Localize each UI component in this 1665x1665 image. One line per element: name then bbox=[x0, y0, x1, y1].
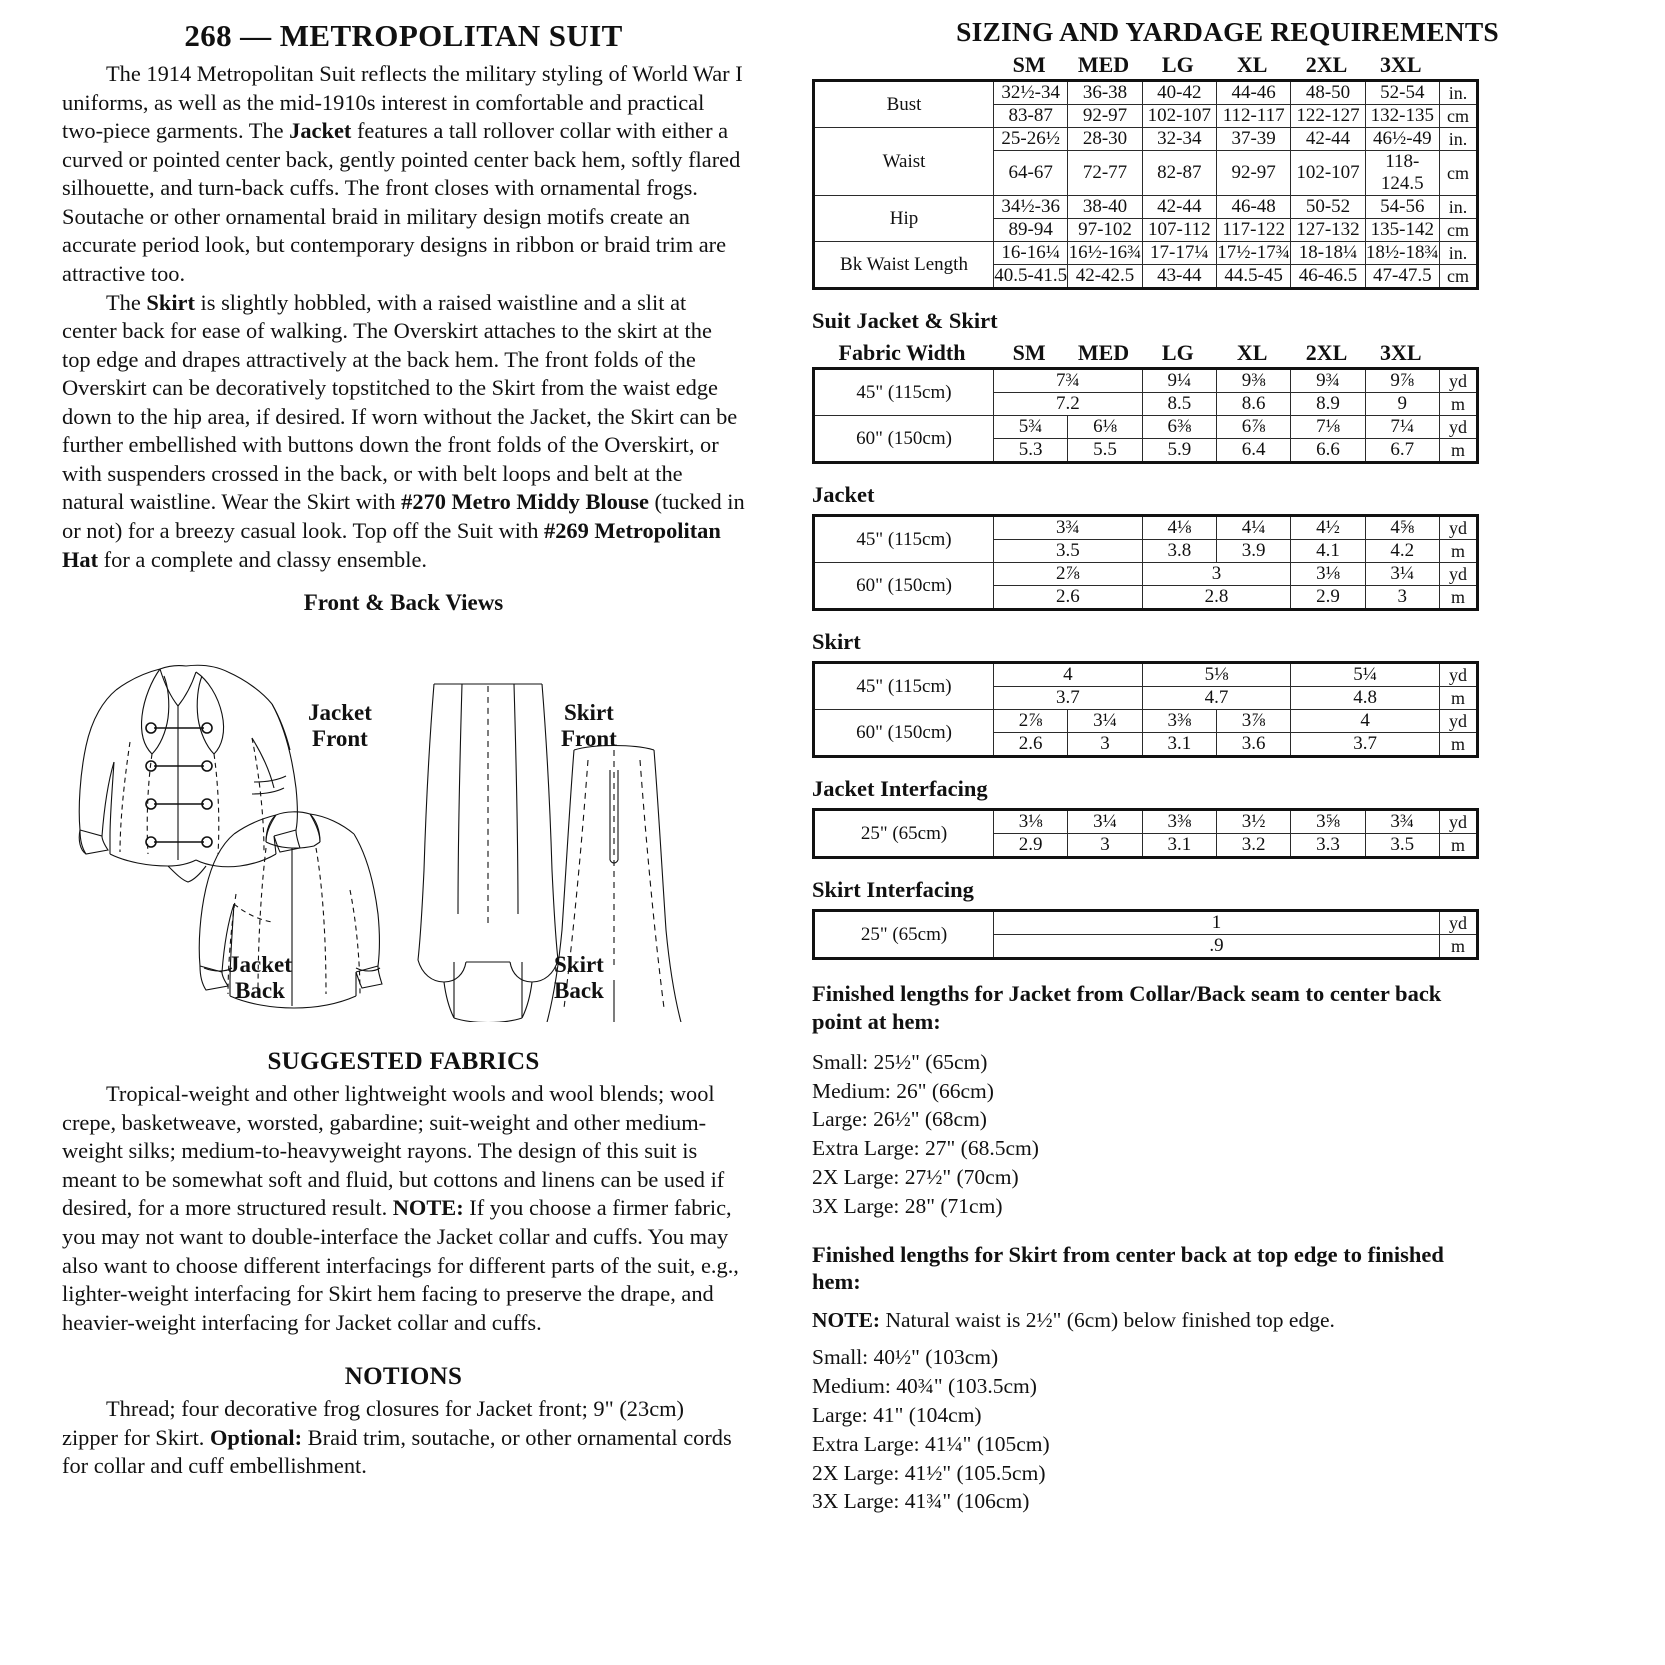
unit-m: m bbox=[1439, 586, 1477, 610]
emphasis: NOTE: bbox=[392, 1195, 464, 1221]
yardage-m: 3.8 bbox=[1142, 540, 1216, 563]
unit-yd: yd bbox=[1439, 563, 1477, 586]
measure-cm: 97-102 bbox=[1068, 219, 1142, 242]
unit-yd: yd bbox=[1439, 810, 1477, 834]
skirt-length-item: 3X Large: 41¾" (106cm) bbox=[812, 1489, 1030, 1514]
measure-cm: 83-87 bbox=[994, 105, 1068, 128]
measure-in: 36-38 bbox=[1068, 81, 1142, 105]
unit-yd: yd bbox=[1439, 710, 1477, 733]
unit-yd: yd bbox=[1439, 911, 1477, 935]
yardage-m: 3.5 bbox=[994, 540, 1143, 563]
measurement-label: Hip bbox=[814, 196, 994, 242]
measure-in: 42-44 bbox=[1291, 128, 1365, 151]
yardage-m: 3.1 bbox=[1142, 834, 1216, 858]
measure-cm: 43-44 bbox=[1142, 265, 1216, 289]
measure-cm: 82-87 bbox=[1142, 151, 1216, 196]
measurement-label: Bust bbox=[814, 81, 994, 128]
skirt-length-item: 2X Large: 41½" (105.5cm) bbox=[812, 1460, 1046, 1485]
sizing-yardage-title: SIZING AND YARDAGE REQUIREMENTS bbox=[956, 16, 1499, 47]
emphasis: Skirt bbox=[146, 289, 195, 315]
fabric-width-label: 60" (150cm) bbox=[814, 710, 994, 757]
yardage-m: 3 bbox=[1068, 834, 1142, 858]
yardage-yd: 7¾ bbox=[994, 369, 1143, 393]
measure-in: 46½-49 bbox=[1365, 128, 1439, 151]
yardage-yd: 4⅝ bbox=[1365, 516, 1439, 540]
measure-in: 38-40 bbox=[1068, 196, 1142, 219]
yardage-yd: 3⅜ bbox=[1142, 810, 1216, 834]
yardage-yd: 3¼ bbox=[1068, 810, 1142, 834]
yardage-m: 3.3 bbox=[1291, 834, 1365, 858]
fabric-width-label: 25" (65cm) bbox=[814, 911, 994, 959]
measurement-label: Waist bbox=[814, 128, 994, 196]
yardage-m: 7.2 bbox=[994, 393, 1143, 416]
yardage-yd: 3⅛ bbox=[1291, 563, 1365, 586]
label-jacket-front: Jacket Front bbox=[308, 700, 372, 751]
jacket-yardage-heading: Jacket bbox=[812, 482, 875, 507]
yardage-m: 3 bbox=[1365, 586, 1439, 610]
yardage-m: 3.7 bbox=[1291, 733, 1440, 757]
left-column bbox=[0, 0, 800, 1665]
yardage-m: 2.6 bbox=[994, 733, 1068, 757]
yardage-m: 2.9 bbox=[1291, 586, 1365, 610]
measure-in: 32½-34 bbox=[994, 81, 1068, 105]
suggested-fabrics-text: Tropical-weight and other lightweight wools and wool blends; wool crepe, basketweave, worsted, gabardine; suit-weight and other medium-weight silks; medium-to-heavyweight rayons. The design of this suit is meant to be somewhat soft and fluid, but cottons and linens can be used if desired, for a more structured result. NOTE: If you choose a firmer fabric, you may not want to double-interface the Jacket collar and cuffs. You may also want to choose different interfacings for different parts of the suit, e.g., lighter-weight interfacing for Skirt hem facing to preserve the drape, and heavier-weight interfacing for Jacket collar and cuffs. bbox=[62, 1081, 739, 1335]
skirt-front-drawing bbox=[418, 684, 558, 1022]
sizing-column-headers bbox=[812, 52, 1476, 78]
header-size-sm: SM bbox=[1012, 52, 1046, 77]
front-back-views-heading: Front & Back Views bbox=[303, 590, 504, 616]
measure-cm: 107-112 bbox=[1142, 219, 1216, 242]
yardage-yd: 2⅞ bbox=[994, 563, 1143, 586]
unit-m: m bbox=[1439, 687, 1477, 710]
measure-cm: 117-122 bbox=[1216, 219, 1290, 242]
yardage-m: 2.6 bbox=[994, 586, 1143, 610]
table-row bbox=[814, 242, 1478, 265]
notions-heading: NOTIONS bbox=[344, 1363, 463, 1391]
table-row bbox=[814, 81, 1478, 105]
jacket-interfacing-table bbox=[812, 808, 1479, 859]
suit-jacket-skirt-heading: Suit Jacket & Skirt bbox=[812, 308, 998, 333]
fabric-width-label: 45" (115cm) bbox=[814, 663, 994, 710]
yardage-m: 2.8 bbox=[1142, 586, 1291, 610]
measure-in: 16-16¼ bbox=[994, 242, 1068, 265]
label-jacket-back: Jacket Back bbox=[228, 952, 292, 1003]
jacket-length-item: Extra Large: 27" (68.5cm) bbox=[812, 1136, 1039, 1161]
yardage-yd: 4⅛ bbox=[1142, 516, 1216, 540]
table-row bbox=[814, 369, 1478, 393]
table-row bbox=[814, 810, 1478, 834]
table-row bbox=[814, 911, 1478, 935]
fabric-width-label: 25" (65cm) bbox=[814, 810, 994, 858]
measure-in: 25-26½ bbox=[994, 128, 1068, 151]
skirt-length-item: Medium: 40¾" (103.5cm) bbox=[812, 1374, 1037, 1399]
jacket-front-drawing bbox=[79, 665, 300, 882]
yardage-yd: 4½ bbox=[1291, 516, 1365, 540]
header-size-2xl: 2XL bbox=[1305, 52, 1348, 77]
header-size-med: MED bbox=[1077, 52, 1130, 77]
sizing-table bbox=[812, 79, 1479, 290]
yardage-yd: 3¼ bbox=[1365, 563, 1439, 586]
technical-line-drawings bbox=[56, 622, 756, 1022]
measure-in: 44-46 bbox=[1216, 81, 1290, 105]
measure-cm: 40.5-41.5 bbox=[994, 265, 1068, 289]
unit-m: m bbox=[1439, 935, 1477, 959]
skirt-lengths-note: NOTE: Natural waist is 2½" (6cm) below finished top edge. bbox=[812, 1308, 1335, 1333]
unit-yd: yd bbox=[1439, 416, 1477, 439]
skirt-interfacing-table bbox=[812, 909, 1479, 960]
header-size-lg: LG bbox=[1161, 340, 1194, 365]
table-row bbox=[814, 516, 1478, 540]
yardage-yd: 3¼ bbox=[1068, 710, 1142, 733]
measure-in: 17-17¼ bbox=[1142, 242, 1216, 265]
unit-m: m bbox=[1439, 834, 1477, 858]
yardage-m: 9 bbox=[1365, 393, 1439, 416]
yardage-yd: 5⅛ bbox=[1142, 663, 1291, 687]
jacket-lengths-list bbox=[812, 1048, 1645, 1221]
paragraph-jacket: The 1914 Metropolitan Suit reflects the military styling of World War I uniforms, as well as the mid-1910s interest in comfortable and practical two-piece garments. The Jacket features a tall rollover collar with either a curved or pointed center back, gently pointed center back hem, softly flared silhouette, and turn-back cuffs. The front closes with ornamental frogs. Soutache or other ornamental braid in military design motifs create an accurate period look, but contemporary designs in ribbon or braid trim are attractive too. bbox=[62, 61, 743, 286]
unit-in: in. bbox=[1439, 128, 1477, 151]
emphasis: #270 Metro Middy Blouse bbox=[401, 489, 649, 515]
header-size-2xl: 2XL bbox=[1305, 340, 1348, 365]
yardage-m: 8.6 bbox=[1216, 393, 1290, 416]
skirt-yardage-heading: Skirt bbox=[812, 629, 861, 654]
yardage-yd: 2⅞ bbox=[994, 710, 1068, 733]
yardage-yd: 3⅜ bbox=[1142, 710, 1216, 733]
suggested-fabrics-heading: SUGGESTED FABRICS bbox=[267, 1048, 540, 1076]
measure-cm: 118-124.5 bbox=[1365, 151, 1439, 196]
yardage-yd: 6⅞ bbox=[1216, 416, 1290, 439]
page-title: 268 — METROPOLITAN SUIT bbox=[184, 18, 623, 53]
header-fabric-width: Fabric Width bbox=[838, 340, 966, 365]
measure-cm: 46-46.5 bbox=[1291, 265, 1365, 289]
measure-cm: 132-135 bbox=[1365, 105, 1439, 128]
yardage-yd: 3¾ bbox=[994, 516, 1143, 540]
yardage-m: 3.2 bbox=[1216, 834, 1290, 858]
yardage-m: 3.9 bbox=[1216, 540, 1290, 563]
measure-in: 54-56 bbox=[1365, 196, 1439, 219]
yardage-m: .9 bbox=[994, 935, 1440, 959]
yardage-m: 3.5 bbox=[1365, 834, 1439, 858]
yardage-yd: 7¼ bbox=[1365, 416, 1439, 439]
table-row bbox=[814, 663, 1478, 687]
header-size-3xl: 3XL bbox=[1380, 340, 1422, 365]
yardage-m: 4.7 bbox=[1142, 687, 1291, 710]
emphasis: Optional: bbox=[210, 1424, 303, 1450]
header-spacer bbox=[812, 52, 992, 78]
unit-m: m bbox=[1439, 733, 1477, 757]
measure-cm: 89-94 bbox=[994, 219, 1068, 242]
header-size-med: MED bbox=[1077, 340, 1130, 365]
yardage-m: 6.6 bbox=[1291, 439, 1365, 463]
yardage-yd: 6⅜ bbox=[1142, 416, 1216, 439]
measure-cm: 127-132 bbox=[1291, 219, 1365, 242]
jacket-length-item: Small: 25½" (65cm) bbox=[812, 1049, 988, 1074]
yardage-yd: 4¼ bbox=[1216, 516, 1290, 540]
notions-text: Thread; four decorative frog closures for Jacket front; 9" (23cm) zipper for Skirt. Optional: Braid trim, soutache, or other ornamental cords for collar and cuff embellishment. bbox=[62, 1396, 732, 1479]
measure-in: 32-34 bbox=[1142, 128, 1216, 151]
skirt-length-item: Extra Large: 41¼" (105cm) bbox=[812, 1431, 1050, 1456]
yardage-m: 4.8 bbox=[1291, 687, 1440, 710]
measure-in: 52-54 bbox=[1365, 81, 1439, 105]
unit-yd: yd bbox=[1439, 369, 1477, 393]
skirt-length-item: Large: 41" (104cm) bbox=[812, 1402, 982, 1427]
yardage-yd: 5¼ bbox=[1291, 663, 1440, 687]
yardage-yd: 9¾ bbox=[1291, 369, 1365, 393]
yardage-yd: 3⅝ bbox=[1291, 810, 1365, 834]
yardage-m: 3.7 bbox=[994, 687, 1143, 710]
yardage-yd: 9⅜ bbox=[1216, 369, 1290, 393]
measure-cm: 72-77 bbox=[1068, 151, 1142, 196]
skirt-yardage-table bbox=[812, 661, 1479, 758]
yardage-yd: 4 bbox=[994, 663, 1143, 687]
fabric-width-label: 45" (115cm) bbox=[814, 369, 994, 416]
header-size-lg: LG bbox=[1161, 52, 1194, 77]
measure-cm: 64-67 bbox=[994, 151, 1068, 196]
measure-cm: 135-142 bbox=[1365, 219, 1439, 242]
unit-cm: cm bbox=[1439, 265, 1477, 289]
measure-cm: 92-97 bbox=[1068, 105, 1142, 128]
description-body bbox=[62, 60, 745, 574]
yardage-m: 5.3 bbox=[994, 439, 1068, 463]
measure-in: 18½-18¾ bbox=[1365, 242, 1439, 263]
skirt-interfacing-heading: Skirt Interfacing bbox=[812, 877, 974, 902]
header-size-xl: XL bbox=[1236, 340, 1268, 365]
note-label: NOTE: bbox=[812, 1308, 881, 1333]
yardage-yd: 4 bbox=[1291, 710, 1440, 733]
measure-cm: 112-117 bbox=[1216, 105, 1290, 128]
table-row bbox=[814, 563, 1478, 586]
unit-cm: cm bbox=[1439, 105, 1477, 128]
emphasis: #269 Metropolitan Hat bbox=[62, 518, 721, 572]
yardage-yd: 7⅛ bbox=[1291, 416, 1365, 439]
jacket-length-item: Large: 26½" (68cm) bbox=[812, 1107, 987, 1132]
table-row bbox=[814, 196, 1478, 219]
measure-cm: 42-42.5 bbox=[1068, 265, 1142, 289]
paragraph-skirt: The Skirt is slightly hobbled, with a raised waistline and a slit at center back for ease of walking. The Overskirt attaches to the skirt at the top edge and drapes attractively at the back hem. The front folds of the Overskirt can be decoratively topstitched to the Skirt from the waist edge down to the hip area, if desired. If worn without the Jacket, the Skirt can be further embellished with buttons down the front folds of the Overskirt, or with suspenders crossed in the back, or with belt loops and belt at the natural waistline. Wear the Skirt with #270 Metro Middy Blouse (tucked in or not) for a breezy casual look. Top off the Suit with #269 Metropolitan Hat for a complete and classy ensemble. bbox=[62, 289, 745, 572]
measure-in: 28-30 bbox=[1068, 128, 1142, 151]
skirt-lengths-heading: Finished lengths for Skirt from center back at top edge to finished hem: bbox=[812, 1241, 1444, 1295]
unit-cm: cm bbox=[1439, 151, 1477, 196]
unit-m: m bbox=[1439, 393, 1477, 416]
jacket-lengths-heading: Finished lengths for Jacket from Collar/Back seam to center back point at hem: bbox=[812, 981, 1442, 1034]
unit-in: in. bbox=[1439, 196, 1477, 219]
yardage-m: 6.4 bbox=[1216, 439, 1290, 463]
yardage-m: 2.9 bbox=[994, 834, 1068, 858]
yardage-m: 8.5 bbox=[1142, 393, 1216, 416]
yardage-m: 6.7 bbox=[1365, 439, 1439, 463]
jacket-yardage-table bbox=[812, 514, 1479, 611]
measure-in: 50-52 bbox=[1291, 196, 1365, 219]
table-row bbox=[814, 416, 1478, 439]
table-row bbox=[814, 710, 1478, 733]
yardage-yd: 9¼ bbox=[1142, 369, 1216, 393]
skirt-length-item: Small: 40½" (103cm) bbox=[812, 1345, 999, 1370]
yardage-m: 3.1 bbox=[1142, 733, 1216, 757]
yardage-m: 5.5 bbox=[1068, 439, 1142, 463]
yardage-yd: 3¾ bbox=[1365, 810, 1439, 834]
skirt-lengths-list bbox=[812, 1343, 1645, 1516]
right-column bbox=[800, 0, 1665, 1665]
yardage-yd: 3⅞ bbox=[1216, 710, 1290, 733]
yardage-yd: 5¾ bbox=[994, 416, 1068, 439]
unit-m: m bbox=[1439, 439, 1477, 463]
measure-in: 42-44 bbox=[1142, 196, 1216, 219]
measure-in: 17½-17¾ bbox=[1217, 242, 1291, 263]
yardage-yd: 3½ bbox=[1216, 810, 1290, 834]
measure-cm: 122-127 bbox=[1291, 105, 1365, 128]
measure-in: 40-42 bbox=[1142, 81, 1216, 105]
header-size-sm: SM bbox=[1012, 340, 1046, 365]
table-row bbox=[814, 128, 1478, 151]
jacket-length-item: Medium: 26" (66cm) bbox=[812, 1078, 994, 1103]
garment-illustrations bbox=[56, 622, 756, 1022]
header-size-xl: XL bbox=[1236, 52, 1268, 77]
unit-m: m bbox=[1439, 540, 1477, 563]
yardage-column-headers bbox=[812, 340, 1476, 366]
jacket-length-item: 3X Large: 28" (71cm) bbox=[812, 1193, 1003, 1218]
measure-in: 48-50 bbox=[1291, 81, 1365, 105]
yardage-yd: 6⅛ bbox=[1068, 416, 1142, 439]
yardage-yd: 9⅞ bbox=[1365, 369, 1439, 393]
unit-yd: yd bbox=[1439, 663, 1477, 687]
unit-cm: cm bbox=[1439, 219, 1477, 242]
measure-cm: 92-97 bbox=[1216, 151, 1290, 196]
unit-in: in. bbox=[1439, 242, 1477, 265]
fabric-width-label: 60" (150cm) bbox=[814, 563, 994, 610]
yardage-m: 4.2 bbox=[1365, 540, 1439, 563]
yardage-m: 5.9 bbox=[1142, 439, 1216, 463]
fabric-width-label: 60" (150cm) bbox=[814, 416, 994, 463]
measure-in: 16½-16¾ bbox=[1068, 242, 1142, 263]
yardage-yd: 1 bbox=[994, 911, 1440, 935]
measure-in: 37-39 bbox=[1216, 128, 1290, 151]
unit-yd: yd bbox=[1439, 516, 1477, 540]
suit-jacket-skirt-table bbox=[812, 367, 1479, 464]
measure-cm: 44.5-45 bbox=[1216, 265, 1290, 289]
jacket-length-item: 2X Large: 27½" (70cm) bbox=[812, 1164, 1019, 1189]
yardage-m: 4.1 bbox=[1291, 540, 1365, 563]
yardage-m: 3.6 bbox=[1216, 733, 1290, 757]
yardage-yd: 3 bbox=[1142, 563, 1291, 586]
measure-cm: 102-107 bbox=[1142, 105, 1216, 128]
measure-cm: 102-107 bbox=[1291, 151, 1365, 196]
measure-in: 18-18¼ bbox=[1291, 242, 1365, 265]
measure-cm: 47-47.5 bbox=[1365, 265, 1439, 289]
yardage-m: 3 bbox=[1068, 733, 1142, 757]
measure-in: 46-48 bbox=[1216, 196, 1290, 219]
fabric-width-label: 45" (115cm) bbox=[814, 516, 994, 563]
yardage-m: 8.9 bbox=[1291, 393, 1365, 416]
unit-in: in. bbox=[1439, 81, 1477, 105]
label-skirt-front: Skirt Front bbox=[561, 700, 617, 751]
measure-in: 34½-36 bbox=[994, 196, 1068, 219]
emphasis: Jacket bbox=[289, 118, 352, 144]
measurement-label: Bk Waist Length bbox=[814, 242, 994, 289]
header-size-3xl: 3XL bbox=[1380, 52, 1422, 77]
yardage-yd: 3⅛ bbox=[994, 810, 1068, 834]
label-skirt-back: Skirt Back bbox=[554, 952, 604, 1003]
jacket-interfacing-heading: Jacket Interfacing bbox=[812, 776, 988, 801]
